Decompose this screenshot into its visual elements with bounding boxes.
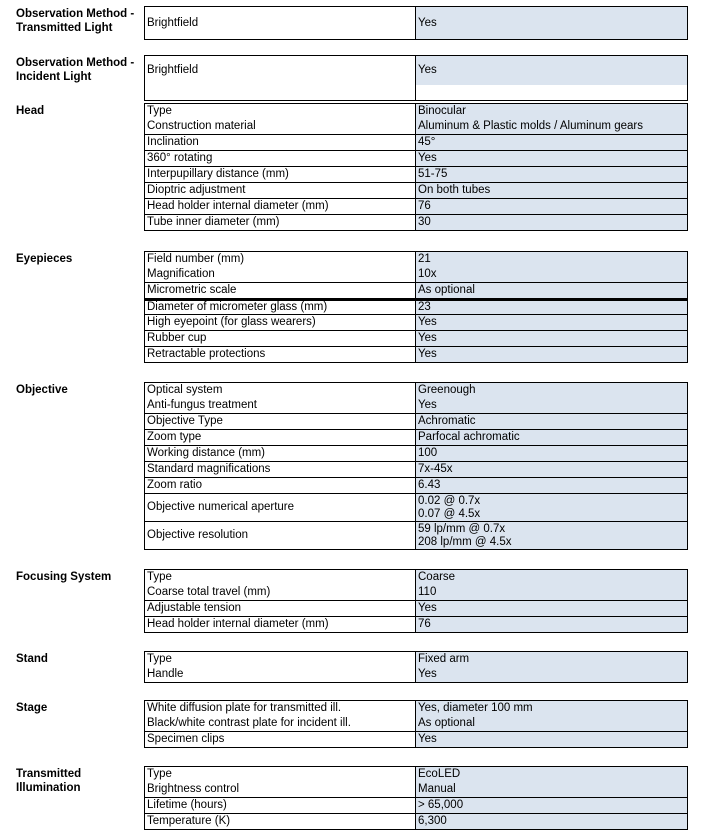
spec-value-line: Greenough — [418, 384, 476, 396]
spec-value — [415, 446, 688, 462]
spec-row — [144, 601, 688, 617]
spec-value-line: Yes, diameter 100 mm — [418, 702, 533, 714]
spec-value-line: 7x-45x — [418, 463, 453, 475]
spec-row — [144, 569, 688, 586]
spec-value-line: 208 lp/mm @ 4.5x — [418, 535, 512, 548]
spec-label: Lifetime (hours) — [144, 798, 415, 814]
spec-value-line: 30 — [418, 216, 431, 228]
spec-label: White diffusion plate for transmitted ill. — [144, 701, 415, 717]
spec-label: Objective numerical aperture — [144, 494, 415, 522]
spec-value-line: Manual — [418, 783, 456, 795]
spec-value-line: 21 — [418, 253, 431, 265]
spec-label: High eyepoint (for glass wearers) — [144, 315, 415, 331]
spec-row — [144, 251, 688, 268]
spec-label: Brightfield — [144, 56, 415, 86]
spec-value — [415, 383, 688, 399]
spec-label: Magnification — [144, 267, 415, 283]
spec-label: Diameter of micrometer glass (mm) — [144, 301, 415, 315]
spec-row — [144, 315, 688, 331]
spec-row — [144, 430, 688, 446]
spec-value — [415, 652, 688, 668]
spec-value — [415, 135, 688, 151]
spec-label: Dioptric adjustment — [144, 183, 415, 199]
spec-row — [144, 782, 688, 798]
spec-label: Head holder internal diameter (mm) — [144, 199, 415, 215]
spec-row — [144, 617, 688, 633]
spec-label: Interpupillary distance (mm) — [144, 167, 415, 183]
spec-value-line: 6,300 — [418, 815, 447, 827]
spec-value-line: Yes — [418, 348, 437, 360]
spec-row — [144, 478, 688, 494]
spec-value — [415, 183, 688, 199]
section-title-stage: Stage — [16, 702, 48, 714]
spec-value — [415, 347, 688, 363]
spec-value — [415, 522, 688, 550]
spec-value-line: 45° — [418, 136, 436, 148]
spec-value — [415, 7, 688, 40]
spec-value-line: Yes — [418, 602, 437, 614]
spec-value-line: 76 — [418, 618, 431, 630]
spec-label: Type — [144, 767, 415, 783]
spec-value — [415, 494, 688, 522]
spec-label: Objective resolution — [144, 522, 415, 550]
spec-row — [144, 798, 688, 814]
spec-row — [144, 398, 688, 414]
spec-label: Temperature (K) — [144, 814, 415, 830]
spec-value-line: Fixed arm — [418, 653, 470, 665]
spec-label: Standard magnifications — [144, 462, 415, 478]
spec-label: Type — [144, 570, 415, 586]
spec-row — [144, 103, 688, 120]
section-title-observation-method-transmitted-light: Observation Method - Transmitted Light — [16, 8, 135, 34]
spec-value — [415, 119, 688, 135]
spec-label: Handle — [144, 667, 415, 683]
spec-value — [415, 331, 688, 347]
spec-row — [144, 732, 688, 748]
spec-row — [144, 215, 688, 231]
spec-value — [415, 462, 688, 478]
spec-row — [144, 716, 688, 732]
spec-value-line: > 65,000 — [418, 799, 464, 811]
spec-label: Tube inner diameter (mm) — [144, 215, 415, 231]
spec-value-line: 0.07 @ 4.5x — [418, 507, 481, 520]
spec-label: Zoom type — [144, 430, 415, 446]
spec-value-line: Yes — [418, 399, 437, 411]
spec-row — [144, 55, 688, 86]
spec-label: Specimen clips — [144, 732, 415, 748]
spec-label: Objective Type — [144, 414, 415, 430]
spec-value-line: Yes — [418, 152, 437, 164]
spec-value — [415, 798, 688, 814]
spec-value-line: 110 — [418, 586, 437, 598]
spec-value-line: 100 — [418, 447, 438, 459]
spec-value — [415, 601, 688, 617]
spec-row — [144, 814, 688, 830]
spec-label: Brightfield — [144, 7, 415, 40]
spec-row — [144, 494, 688, 522]
spec-value-line: 76 — [418, 200, 431, 212]
spec-value — [415, 85, 688, 101]
spec-label: Adjustable tension — [144, 601, 415, 617]
spec-value — [415, 585, 688, 601]
spec-row — [144, 462, 688, 478]
spec-label: Zoom ratio — [144, 478, 415, 494]
spec-value — [415, 151, 688, 167]
spec-label: Head holder internal diameter (mm) — [144, 617, 415, 633]
spec-value — [415, 56, 688, 86]
spec-value — [415, 767, 688, 783]
spec-row — [144, 331, 688, 347]
spec-row — [144, 382, 688, 399]
spec-value — [415, 478, 688, 494]
spec-value-line: Yes — [418, 668, 437, 680]
spec-value-line: Yes — [418, 332, 437, 344]
spec-value-line: As optional — [418, 284, 475, 296]
spec-label: Retractable protections — [144, 347, 415, 363]
spec-value — [415, 430, 688, 446]
section-title-stand: Stand — [16, 653, 48, 665]
spec-value-line: On both tubes — [418, 184, 491, 196]
spec-row — [144, 183, 688, 199]
spec-value — [415, 716, 688, 732]
spec-label: 360° rotating — [144, 151, 415, 167]
spec-row — [144, 414, 688, 430]
spec-value-line: Yes — [418, 64, 437, 76]
spec-value-line: EcoLED — [418, 768, 461, 780]
spec-value — [415, 104, 688, 120]
section-title-observation-method-incident-light: Observation Method - Incident Light — [16, 57, 135, 83]
spec-value-line: Coarse — [418, 571, 456, 583]
section-title-focusing-system: Focusing System — [16, 571, 112, 583]
spec-value — [415, 814, 688, 830]
spec-row — [144, 299, 688, 315]
spec-label: Micrometric scale — [144, 283, 415, 299]
spec-label: Coarse total travel (mm) — [144, 585, 415, 601]
section-title-head: Head — [16, 105, 45, 117]
spec-value-line: 10x — [418, 268, 437, 280]
spec-value-line: Aluminum & Plastic molds / Aluminum gears — [418, 120, 643, 132]
spec-value — [415, 199, 688, 215]
spec-label: Brightness control — [144, 782, 415, 798]
spec-row — [144, 766, 688, 783]
spec-value — [415, 398, 688, 414]
spec-value-line: 51-75 — [418, 168, 448, 180]
spec-value — [415, 732, 688, 748]
spec-value — [415, 315, 688, 331]
spec-row — [144, 119, 688, 135]
spec-row — [144, 283, 688, 299]
spec-label — [144, 85, 415, 101]
spec-label: Type — [144, 104, 415, 120]
spec-row — [144, 446, 688, 462]
section-title-eyepieces: Eyepieces — [16, 253, 73, 265]
section-title-objective: Objective — [16, 384, 68, 396]
section-title-transmitted-illumination: Transmitted Illumination — [16, 768, 82, 794]
spec-label: Inclination — [144, 135, 415, 151]
spec-label: Field number (mm) — [144, 252, 415, 268]
spec-row — [144, 267, 688, 283]
spec-row — [144, 347, 688, 363]
spec-value — [415, 301, 688, 315]
spec-value — [415, 570, 688, 586]
spec-row — [144, 167, 688, 183]
spec-value — [415, 267, 688, 283]
spec-label: Black/white contrast plate for incident ill. — [144, 716, 415, 732]
spec-value-line: 59 lp/mm @ 0.7x — [418, 522, 506, 535]
spec-row — [144, 651, 688, 668]
spec-row — [144, 700, 688, 717]
spec-value-line: 0.02 @ 0.7x — [418, 494, 481, 507]
spec-value-line: Yes — [418, 16, 437, 29]
spec-value — [415, 414, 688, 430]
spec-value-line: 6.43 — [418, 479, 441, 491]
spec-row — [144, 522, 688, 550]
spec-value-line: As optional — [418, 717, 475, 729]
spec-value — [415, 782, 688, 798]
spec-label: Optical system — [144, 383, 415, 399]
spec-value — [415, 283, 688, 299]
spec-row — [144, 135, 688, 151]
spec-value-line: Parfocal achromatic — [418, 431, 520, 443]
spec-value-line: Binocular — [418, 105, 466, 117]
spec-value — [415, 252, 688, 268]
spec-value-line: Yes — [418, 316, 437, 328]
spec-row — [144, 85, 688, 101]
spec-value — [415, 667, 688, 683]
spec-value-line: 23 — [418, 301, 431, 313]
spec-row — [144, 6, 688, 40]
spec-row — [144, 585, 688, 601]
spec-label: Working distance (mm) — [144, 446, 415, 462]
spec-row — [144, 667, 688, 683]
spec-value-line: Achromatic — [418, 415, 476, 427]
spec-value — [415, 701, 688, 717]
spec-value — [415, 215, 688, 231]
spec-value — [415, 167, 688, 183]
spec-label: Rubber cup — [144, 331, 415, 347]
spec-label: Type — [144, 652, 415, 668]
spec-label: Construction material — [144, 119, 415, 135]
spec-row — [144, 151, 688, 167]
spec-label: Anti-fungus treatment — [144, 398, 415, 414]
spec-row — [144, 199, 688, 215]
spec-value — [415, 617, 688, 633]
spec-value-line: Yes — [418, 733, 437, 745]
